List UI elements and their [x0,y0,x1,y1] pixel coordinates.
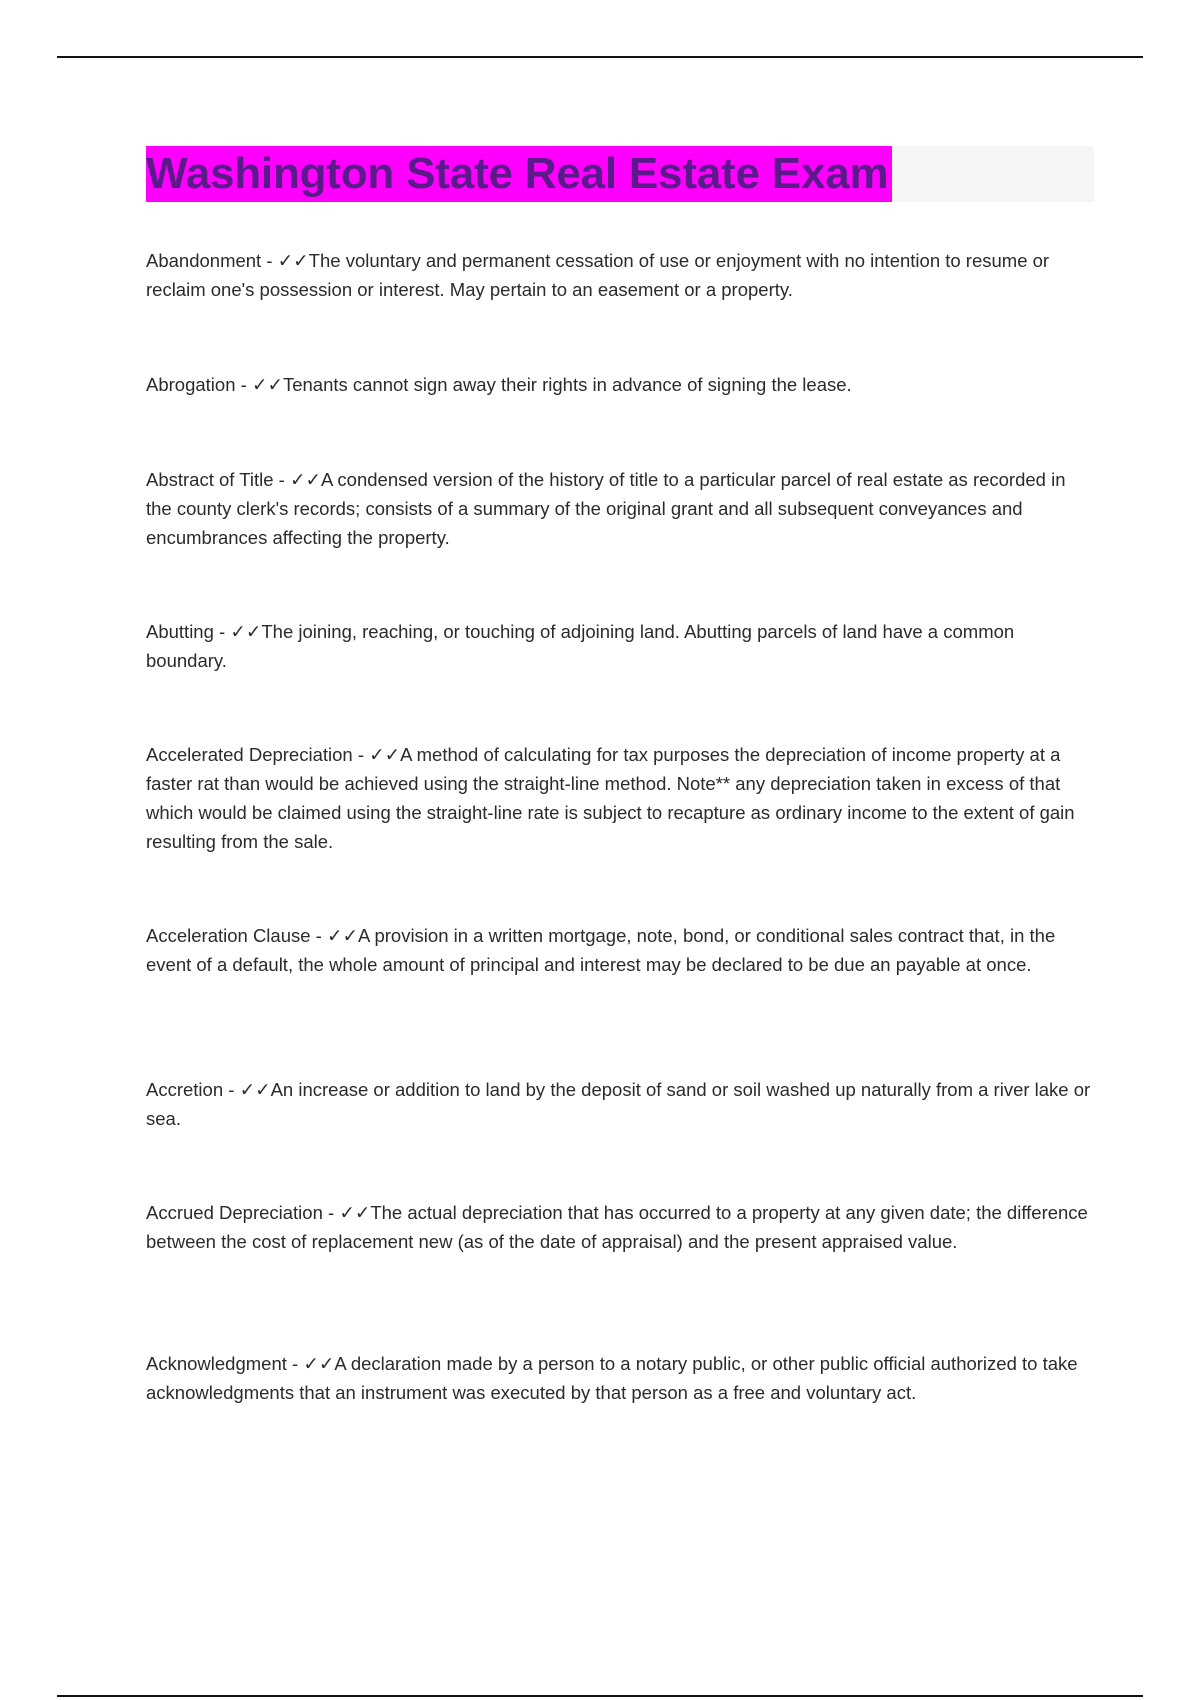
entry-separator: - [322,1202,340,1223]
entry-term: Abstract of Title [146,469,274,490]
entry-term: Abrogation [146,374,236,395]
entry-definition: The voluntary and permanent cessation of use or enjoyment with no intention to resume or reclaim one's possession or interest. May pertain to an easement or a property. [146,250,1050,300]
entry-separator: - [223,1079,240,1100]
entry-term: Acknowledgment [146,1353,287,1374]
glossary-entry [146,740,1096,856]
entry-separator: - [213,621,231,642]
checkmark-icon: ✓✓ [230,621,262,642]
glossary-entry [146,1198,1096,1256]
entry-separator: - [235,374,252,395]
entry-definition: A declaration made by a person to a notary public, or other public official authorized to take acknowledgments that an instrument was executed by that person as a free and voluntary act. [146,1353,1078,1403]
entry-definition: An increase or addition to land by the deposit of sand or soil washed up naturally from a river lake or sea. [146,1079,1091,1129]
checkmark-icon: ✓✓ [303,1353,335,1374]
entry-separator: - [352,744,370,765]
checkmark-icon: ✓✓ [326,925,358,946]
entry-definition: A provision in a written mortgage, note, bond, or conditional sales contract that, in the event of a default, the whole amount of principal and interest may be declared to be due an payable at once. [146,925,1056,975]
checkmark-icon: ✓✓ [289,469,321,490]
entry-definition: A method of calculating for tax purposes the depreciation of income property at a faster rat than would be achieved using the straight-line method. Note** any depreciation taken in excess of that which would be claimed using the straight-line rate is subject to recapture as ordinary income to the extent of gain resulting from the sale. [146,744,1075,852]
entry-term: Accelerated Depreciation [146,744,353,765]
checkmark-icon: ✓✓ [251,374,283,395]
entry-separator: - [273,469,290,490]
checkmark-icon: ✓✓ [339,1202,371,1223]
entry-separator: - [261,250,278,271]
glossary-entry [146,465,1096,552]
entry-separator: - [310,925,327,946]
entry-definition: The actual depreciation that has occurred to a property at any given date; the difference between the cost of replacement new (as of the date of appraisal) and the present appraised value. [146,1202,1088,1252]
checkmark-icon: ✓✓ [277,250,309,271]
checkmark-icon: ✓✓ [369,744,401,765]
bottom-rule [57,1695,1143,1697]
entry-term: Accrued Depreciation [146,1202,323,1223]
glossary-entry [146,246,1096,304]
entry-term: Accretion [146,1079,224,1100]
glossary-entry [146,1075,1096,1133]
entry-term: Abandonment [146,250,262,271]
checkmark-icon: ✓✓ [239,1079,271,1100]
entry-definition: A condensed version of the history of title to a particular parcel of real estate as recorded in the county clerk's records; consists of a summary of the original grant and all subsequent conveyances and encumbrances affecting the property. [146,469,1066,548]
entry-definition: Tenants cannot sign away their rights in advance of signing the lease. [282,374,852,395]
entry-term: Acceleration Clause [146,925,311,946]
entry-separator: - [286,1353,304,1374]
top-rule [57,56,1143,58]
glossary-entry [146,617,1096,675]
glossary-entry [146,921,1096,979]
page-title: Washington State Real Estate Exam [146,146,892,202]
glossary-entry [146,1349,1096,1407]
glossary-entry [146,370,1096,399]
entry-term: Abutting [146,621,214,642]
entry-definition: The joining, reaching, or touching of adjoining land. Abutting parcels of land have a common boundary. [146,621,1015,671]
